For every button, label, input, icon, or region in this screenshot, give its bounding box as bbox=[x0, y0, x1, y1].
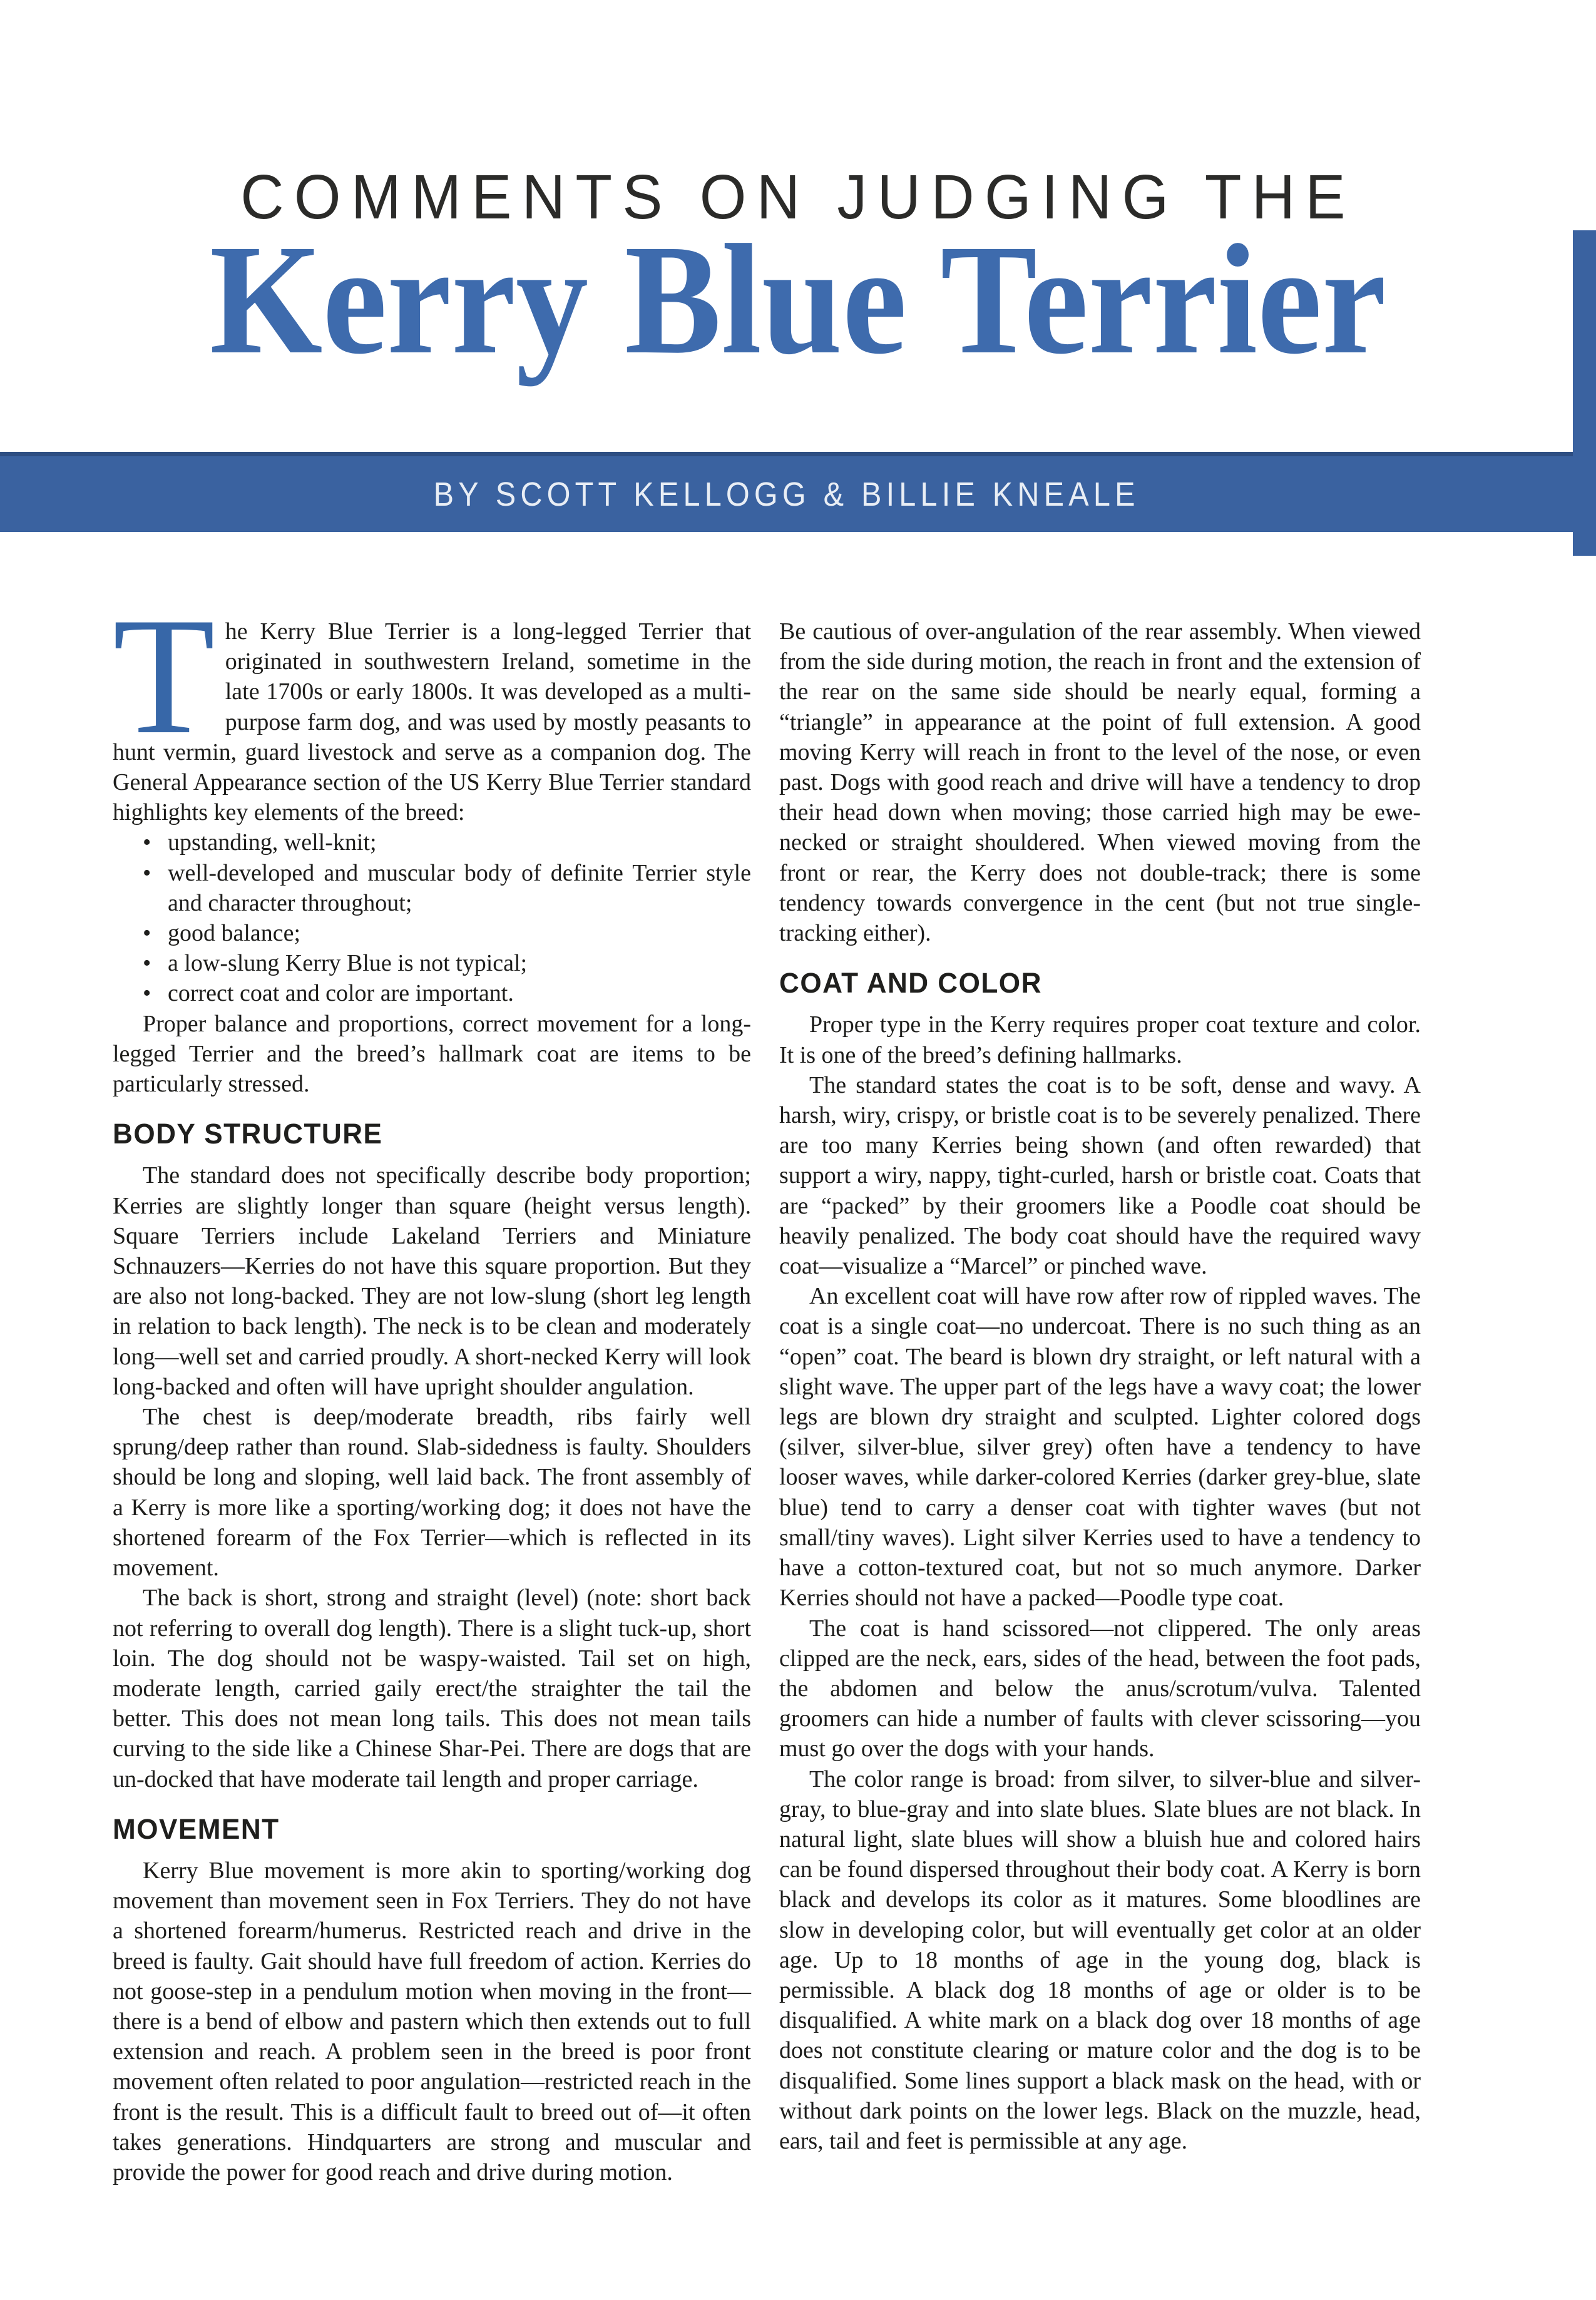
body-structure-paragraph: The back is short, strong and straight (level) (note: short back not referring to overall dog length). There is a slight tuck-up, short loin. The dog should not be waspy-waisted. Tail set on high, moderate length, carried gaily erect/the straighter the tail the better. This does not mean long tails. This does not mean tails curving to the side like a Chinese Shar-Pei. There are dogs that are un-docked that have moderate tail length and proper carriage. bbox=[113, 1585, 751, 1792]
dropcap-letter: T bbox=[113, 583, 215, 769]
coat-color-paragraph: The standard states the coat is to be soft, dense and wavy. A harsh, wiry, crispy, or bristle coat is to be severely penalized. There are too many Kerries being shown (and often rewarded) that support a wiry, nappy, tight-curled, harsh or bristle coat. Coats that are “packed” by their groomers like a Poodle coat should be heavily penalized. The body coat should have the required wavy coat—visualize a “Marcel” or pinched wave. bbox=[779, 1071, 1421, 1280]
list-item: • correct coat and color are important. bbox=[168, 978, 751, 1008]
paragraph-balance-proportions: Proper balance and proportions, correct movement for a long-legged Terrier and the breed’s hallmark coat are items to be particularly stressed. bbox=[113, 1010, 751, 1098]
left-column bbox=[113, 583, 751, 2187]
coat-color-paragraph: The color range is broad: from silver, to silver-blue and silver-gray, to blue-gray and into slate blues. Slate blues are not black. In natural light, slate blues will show a bluish hue and colored hairs can be found dispersed throughout their body coat. A Kerry is born black and develops its color as it matures. Some bloodlines are slow in developing color, but will eventually get color at an older age. Up to 18 months of age in the young dog, black is permissible. A black dog 18 months of age or older is to be disqualified. A white mark on a black dog over 18 months of age does not constitute clearing or mature color and the dog is to be disqualified. Some lines support a black mask on the head, with or without dark points on the lower legs. Black on the muzzle, head, ears, tail and feet is permissible at any age. bbox=[779, 1766, 1421, 2154]
list-item: • a low-slung Kerry Blue is not typical; bbox=[168, 948, 751, 978]
article-kicker: COMMENTS ON JUDGING THE bbox=[240, 162, 1356, 232]
byline-banner bbox=[0, 452, 1573, 532]
coat-color-paragraph: The coat is hand scissored—not clippered. The only areas clipped are the neck, ears, sides of the head, between the foot pads, the abdomen and below the anus/scrotum/vulva. Talented groomers can hide a number of faults with clever scissoring—you must go over the dogs with your hands. bbox=[779, 1615, 1421, 1762]
breed-highlights-list bbox=[113, 827, 751, 1008]
body-structure-paragraph: The chest is deep/moderate breadth, ribs fairly well sprung/deep rather than round. Slab-sidedness is faulty. Shoulders should be long and sloping, well laid back. The front assembly of a Kerry is more like a sporting/working dog; it does not have the shortened forearm of the Fox Terrier—which is reflected in its movement. bbox=[113, 1404, 751, 1582]
list-item: • upstanding, well-knit; bbox=[168, 827, 751, 857]
section-heading-movement: MOVEMENT bbox=[113, 1812, 280, 1845]
right-edge-stripe-decoration bbox=[1573, 230, 1596, 556]
coat-color-paragraph: Proper type in the Kerry requires proper coat texture and color. It is one of the breed’s defining hallmarks. bbox=[779, 1011, 1421, 1068]
movement-paragraph: Kerry Blue movement is more akin to sporting/working dog movement than movement seen in Fox Terriers. They do not have a shortened forearm/humerus. Restricted reach and drive in the breed is faulty. Gait should have full freedom of action. Kerries do not goose-step in a pendulum motion when moving in the front—there is a bend of elbow and pastern which then extends out to full extension and reach. A problem seen in the breed is poor front movement often related to poor angulation—restricted reach in the front is the result. This is a difficult fault to breed out of—it often takes generations. Hindquarters are strong and muscular and provide the power for good reach and drive during motion. bbox=[113, 1857, 751, 2185]
byline-text: BY SCOTT KELLOGG & BILLIE KNEALE bbox=[433, 475, 1140, 513]
body-structure-paragraph: The standard does not specifically describe body proportion; Kerries are slightly longer than square (height versus length). Square Terriers include Lakeland Terriers and Miniature Schnauzers—Kerries do not have this square proportion. But they are also not long-backed. They are not low-slung (short leg length in relation to back length). The neck is to be clean and moderately long—well set and carried proudly. A short-necked Kerry will look long-backed and often will have upright shoulder angulation. bbox=[113, 1162, 751, 1400]
section-heading-body-structure: BODY STRUCTURE bbox=[113, 1118, 383, 1150]
list-item: • good balance; bbox=[168, 918, 751, 948]
list-item: • well-developed and muscular body of definite Terrier style and character throughout; bbox=[168, 858, 751, 918]
movement-paragraph-continued: Be cautious of over-angulation of the rear assembly. When viewed from the side during motion, the reach in front and the extension of the rear on the same side should be nearly equal, forming a “triangle” in appearance at the point of full extension. A good moving Kerry will reach in front to the level of the nose, or even past. Dogs with good reach and drive will have a tendency to drop their head down when moving; those carried high may be ewe-necked or straight shouldered. When viewed moving from the front or rear, the Kerry does not double-track; there is some tendency towards convergence in the cent (but not true single-tracking either). bbox=[779, 618, 1421, 947]
coat-color-paragraph: An excellent coat will have row after row of rippled waves. The coat is a single coat—no undercoat. There is no such thing as an “open” coat. The beard is blown dry straight, or left natural with a slight wave. The upper part of the legs have a wavy coat; the lower legs are blown dry straight and sculpted. Lighter colored dogs (silver, silver-blue, silver grey) often have a tendency to have looser waves, while darker-colored Kerries (darker grey-blue, slate blue) tend to carry a denser coat with tighter waves (but not small/tiny waves). Light silver Kerries used to have a tendency to have a cotton-textured coat, but not so much anymore. Darker Kerries should not have a packed—Poodle type coat. bbox=[779, 1283, 1421, 1612]
right-column bbox=[779, 616, 1421, 2156]
section-heading-coat-and-color: COAT AND COLOR bbox=[779, 967, 1042, 999]
intro-paragraph bbox=[113, 583, 751, 827]
intro-paragraph-text: he Kerry Blue Terrier is a long-legged Terrier that originated in southwestern Ireland, sometime in the late 1700s or early 1800s. It was developed as a multi-purpose farm dog, and was used by mostly peasants to hunt vermin, guard livestock and serve as a companion dog. The General Appearance section of the US Kerry Blue Terrier standard highlights key elements of the breed: bbox=[113, 618, 751, 826]
article-title: Kerry Blue Terrier bbox=[210, 212, 1386, 387]
